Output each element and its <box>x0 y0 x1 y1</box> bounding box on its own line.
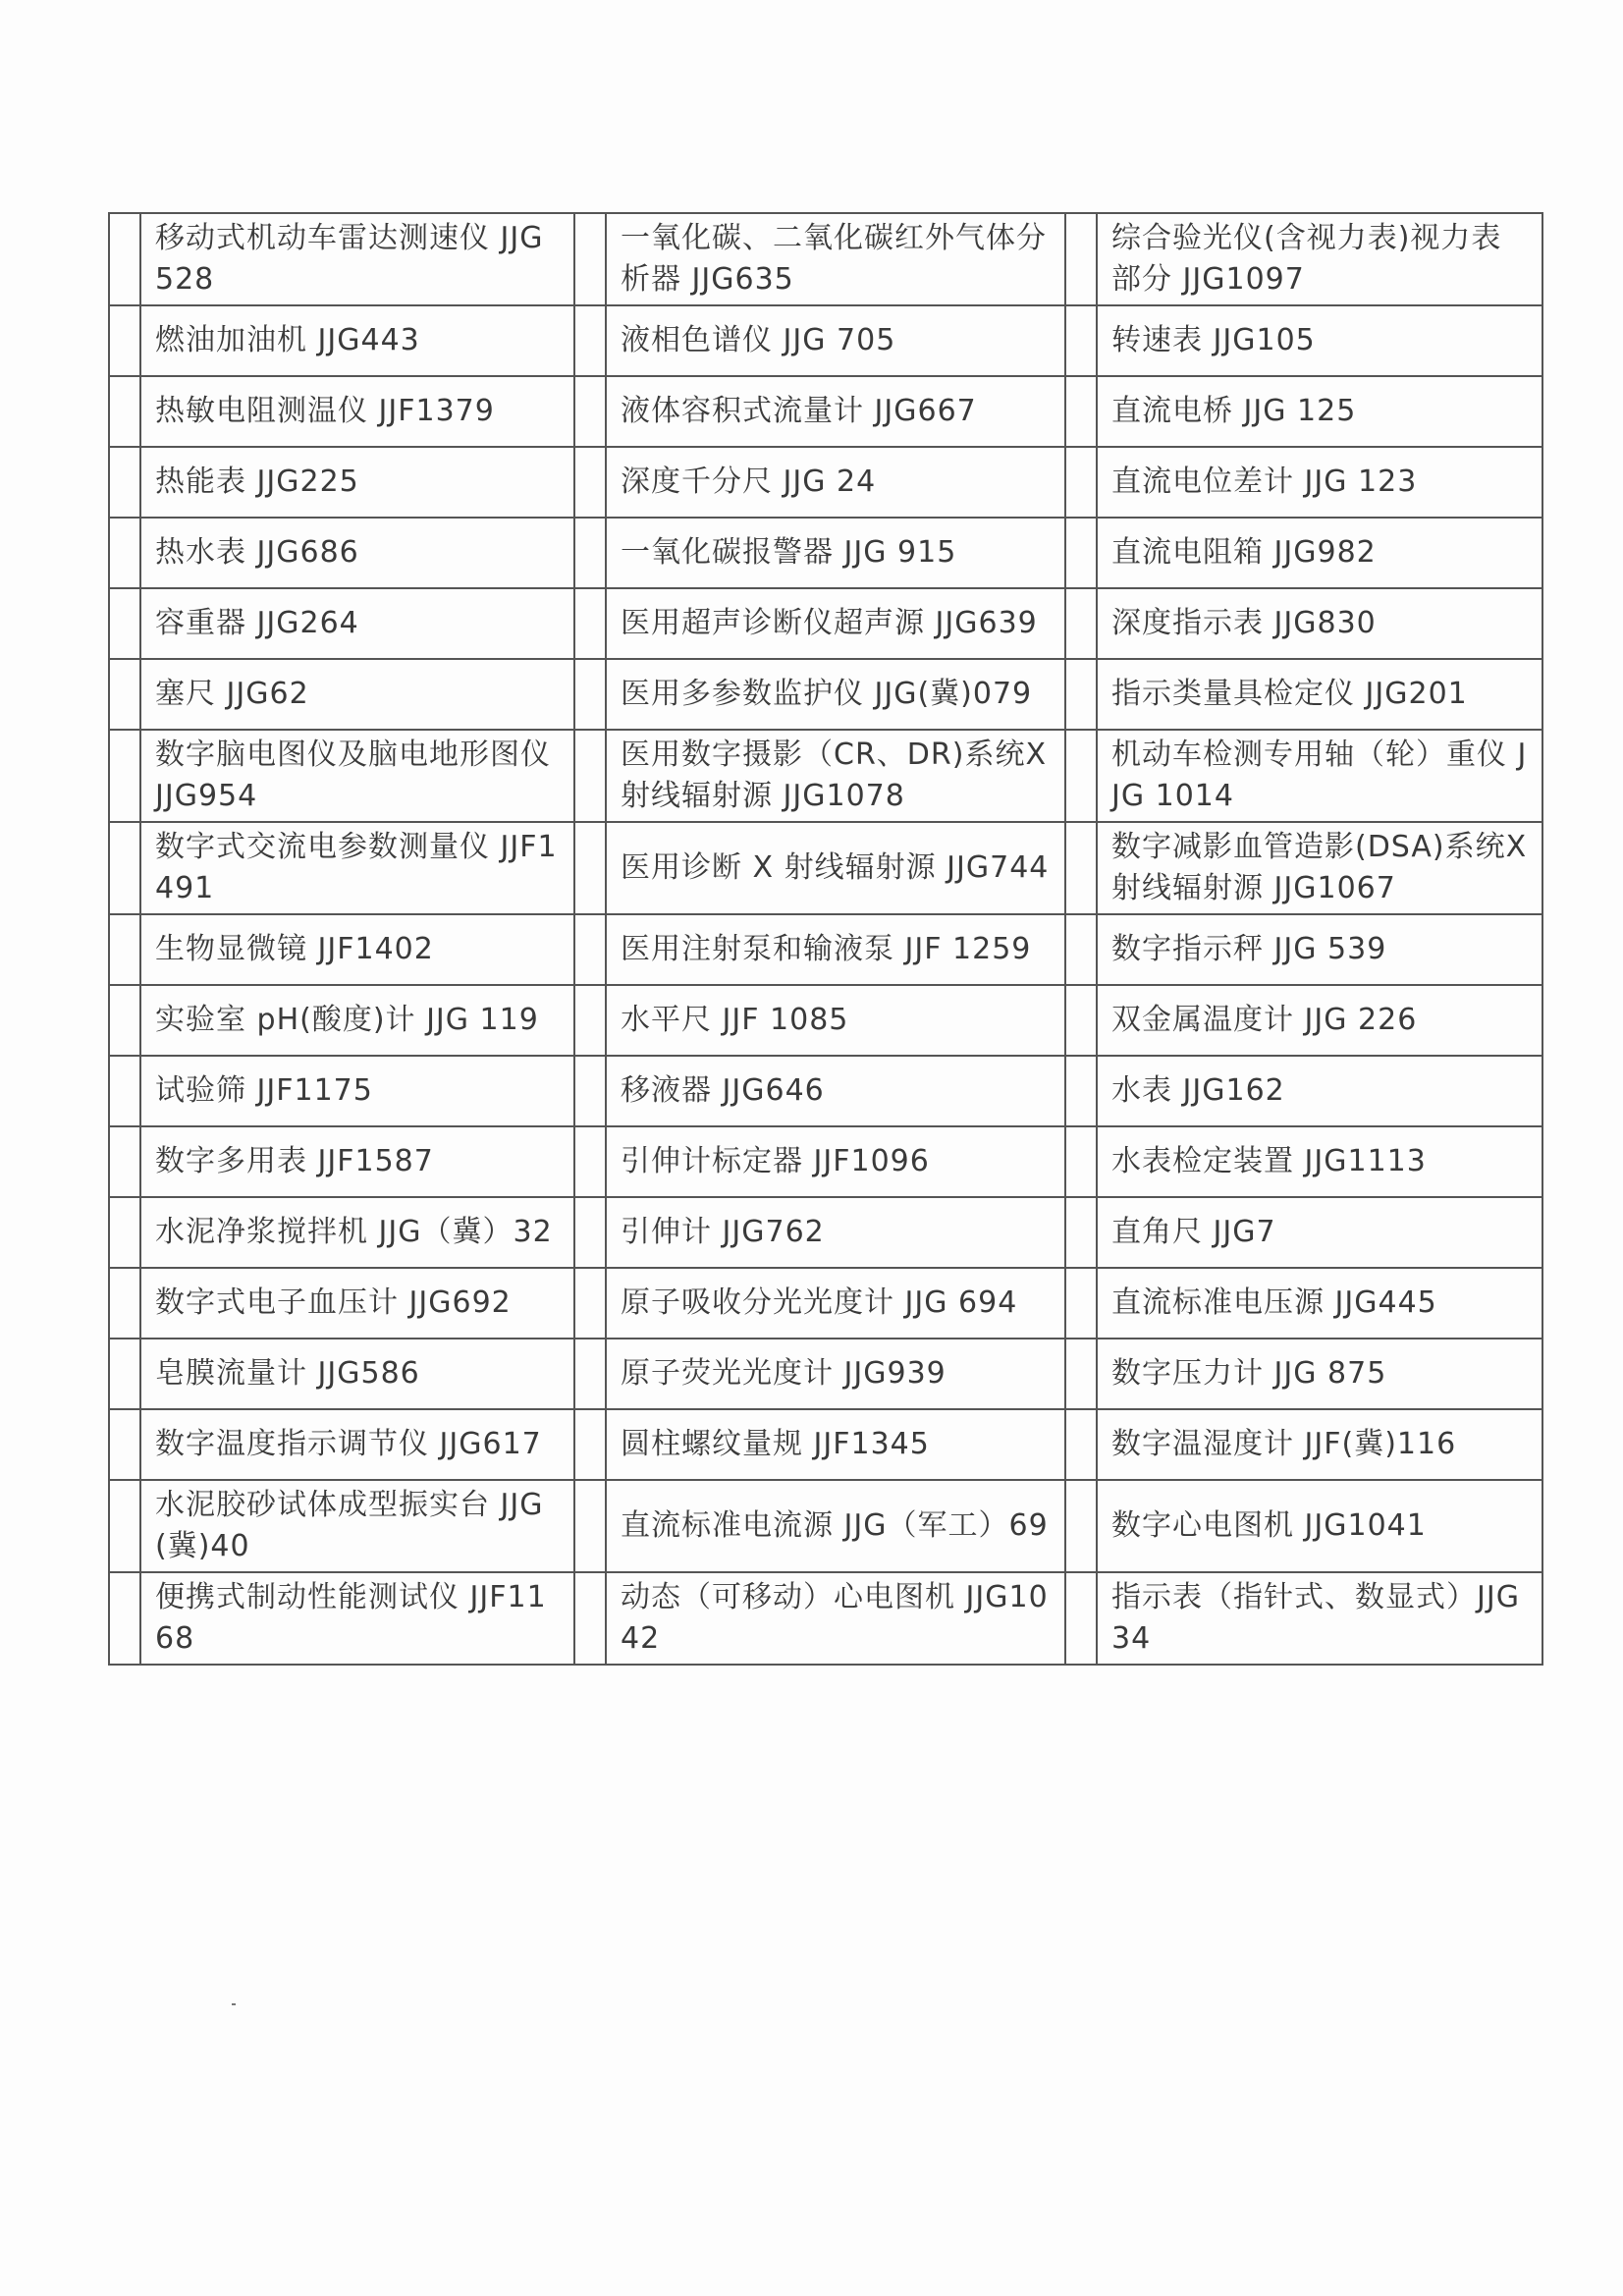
instrument-cell: 医用注射泵和输液泵 JJF 1259 <box>606 914 1065 985</box>
row-marker-cell <box>109 914 140 985</box>
table-row <box>109 822 1542 914</box>
instrument-cell: 机动车检测专用轴（轮）重仪 JJG 1014 <box>1097 730 1542 822</box>
row-marker-cell <box>574 1480 606 1572</box>
instrument-cell: 试验筛 JJF1175 <box>140 1056 574 1126</box>
row-marker-cell <box>1065 1056 1097 1126</box>
row-marker-cell <box>109 1056 140 1126</box>
instrument-cell: 原子荧光光度计 JJG939 <box>606 1339 1065 1409</box>
row-marker-cell <box>1065 822 1097 914</box>
row-marker-cell <box>109 213 140 305</box>
scan-speck <box>232 2003 236 2005</box>
table-row <box>109 730 1542 822</box>
instrument-cell: 皂膜流量计 JJG586 <box>140 1339 574 1409</box>
instrument-cell: 液体容积式流量计 JJG667 <box>606 376 1065 447</box>
table-row <box>109 985 1542 1056</box>
row-marker-cell <box>574 1197 606 1268</box>
instrument-cell: 动态（可移动）心电图机 JJG1042 <box>606 1572 1065 1665</box>
row-marker-cell <box>109 1339 140 1409</box>
instrument-cell: 深度指示表 JJG830 <box>1097 588 1542 659</box>
table-row <box>109 376 1542 447</box>
instrument-cell: 直流电位差计 JJG 123 <box>1097 447 1542 518</box>
instrument-cell: 水表检定装置 JJG1113 <box>1097 1126 1542 1197</box>
row-marker-cell <box>1065 588 1097 659</box>
instrument-cell: 热水表 JJG686 <box>140 518 574 588</box>
row-marker-cell <box>109 730 140 822</box>
instrument-cell: 原子吸收分光光度计 JJG 694 <box>606 1268 1065 1339</box>
row-marker-cell <box>109 1268 140 1339</box>
row-marker-cell <box>574 1409 606 1480</box>
table-row <box>109 1268 1542 1339</box>
row-marker-cell <box>1065 518 1097 588</box>
instrument-cell: 数字式交流电参数测量仪 JJF1491 <box>140 822 574 914</box>
instrument-cell: 燃油加油机 JJG443 <box>140 305 574 376</box>
table-row <box>109 518 1542 588</box>
table-row <box>109 1572 1542 1665</box>
row-marker-cell <box>1065 447 1097 518</box>
table-row <box>109 305 1542 376</box>
instrument-cell: 直流标准电压源 JJG445 <box>1097 1268 1542 1339</box>
instrument-cell: 移动式机动车雷达测速仪 JJG528 <box>140 213 574 305</box>
row-marker-cell <box>574 1126 606 1197</box>
instrument-cell: 一氧化碳报警器 JJG 915 <box>606 518 1065 588</box>
instrument-cell: 数字温湿度计 JJF(冀)116 <box>1097 1409 1542 1480</box>
row-marker-cell <box>109 305 140 376</box>
table-row <box>109 659 1542 730</box>
row-marker-cell <box>1065 914 1097 985</box>
row-marker-cell <box>1065 1197 1097 1268</box>
instrument-cell: 医用超声诊断仪超声源 JJG639 <box>606 588 1065 659</box>
instrument-cell: 数字指示秤 JJG 539 <box>1097 914 1542 985</box>
instrument-cell: 一氧化碳、二氧化碳红外气体分析器 JJG635 <box>606 213 1065 305</box>
row-marker-cell <box>1065 376 1097 447</box>
instrument-cell: 数字减影血管造影(DSA)系统X射线辐射源 JJG1067 <box>1097 822 1542 914</box>
instrument-cell: 数字心电图机 JJG1041 <box>1097 1480 1542 1572</box>
instrument-cell: 塞尺 JJG62 <box>140 659 574 730</box>
instrument-cell: 直角尺 JJG7 <box>1097 1197 1542 1268</box>
instrument-cell: 直流标准电流源 JJG（军工）69 <box>606 1480 1065 1572</box>
row-marker-cell <box>574 213 606 305</box>
instrument-cell: 圆柱螺纹量规 JJF1345 <box>606 1409 1065 1480</box>
instrument-cell: 直流电桥 JJG 125 <box>1097 376 1542 447</box>
instrument-cell: 实验室 pH(酸度)计 JJG 119 <box>140 985 574 1056</box>
row-marker-cell <box>109 1126 140 1197</box>
instrument-cell: 医用诊断 X 射线辐射源 JJG744 <box>606 822 1065 914</box>
instrument-cell: 指示类量具检定仪 JJG201 <box>1097 659 1542 730</box>
row-marker-cell <box>109 376 140 447</box>
row-marker-cell <box>109 659 140 730</box>
row-marker-cell <box>109 1480 140 1572</box>
row-marker-cell <box>574 1268 606 1339</box>
instrument-cell: 热能表 JJG225 <box>140 447 574 518</box>
instrument-cell: 水平尺 JJF 1085 <box>606 985 1065 1056</box>
instrument-cell: 深度千分尺 JJG 24 <box>606 447 1065 518</box>
row-marker-cell <box>574 447 606 518</box>
row-marker-cell <box>1065 1268 1097 1339</box>
row-marker-cell <box>109 518 140 588</box>
instrument-cell: 水泥净浆搅拌机 JJG（冀）32 <box>140 1197 574 1268</box>
table-row <box>109 914 1542 985</box>
row-marker-cell <box>574 518 606 588</box>
instrument-cell: 数字温度指示调节仪 JJG617 <box>140 1409 574 1480</box>
instrument-cell: 移液器 JJG646 <box>606 1056 1065 1126</box>
row-marker-cell <box>1065 985 1097 1056</box>
row-marker-cell <box>109 447 140 518</box>
instrument-cell: 医用多参数监护仪 JJG(冀)079 <box>606 659 1065 730</box>
instrument-cell: 容重器 JJG264 <box>140 588 574 659</box>
row-marker-cell <box>1065 1339 1097 1409</box>
row-marker-cell <box>574 1572 606 1665</box>
row-marker-cell <box>109 588 140 659</box>
row-marker-cell <box>574 376 606 447</box>
row-marker-cell <box>1065 213 1097 305</box>
table-body <box>109 213 1542 1665</box>
instrument-cell: 数字压力计 JJG 875 <box>1097 1339 1542 1409</box>
instrument-cell: 指示表（指针式、数显式）JJG 34 <box>1097 1572 1542 1665</box>
row-marker-cell <box>574 1339 606 1409</box>
table-row <box>109 1126 1542 1197</box>
table-row <box>109 1480 1542 1572</box>
instrument-cell: 生物显微镜 JJF1402 <box>140 914 574 985</box>
instrument-cell: 引伸计 JJG762 <box>606 1197 1065 1268</box>
row-marker-cell <box>574 305 606 376</box>
table-row <box>109 447 1542 518</box>
table-row <box>109 588 1542 659</box>
row-marker-cell <box>1065 305 1097 376</box>
instrument-cell: 水泥胶砂试体成型振实台 JJG(冀)40 <box>140 1480 574 1572</box>
row-marker-cell <box>109 1409 140 1480</box>
row-marker-cell <box>1065 1480 1097 1572</box>
row-marker-cell <box>574 822 606 914</box>
table-row <box>109 1197 1542 1268</box>
instrument-cell: 数字多用表 JJF1587 <box>140 1126 574 1197</box>
row-marker-cell <box>109 822 140 914</box>
row-marker-cell <box>109 1197 140 1268</box>
table-row <box>109 1409 1542 1480</box>
instrument-cell: 直流电阻箱 JJG982 <box>1097 518 1542 588</box>
instrument-cell: 热敏电阻测温仪 JJF1379 <box>140 376 574 447</box>
calibration-standards-table <box>108 212 1543 1666</box>
instrument-cell: 数字式电子血压计 JJG692 <box>140 1268 574 1339</box>
instrument-cell: 双金属温度计 JJG 226 <box>1097 985 1542 1056</box>
instrument-cell: 转速表 JJG105 <box>1097 305 1542 376</box>
instrument-cell: 便携式制动性能测试仪 JJF1168 <box>140 1572 574 1665</box>
row-marker-cell <box>574 588 606 659</box>
instrument-cell: 医用数字摄影（CR、DR)系统X射线辐射源 JJG1078 <box>606 730 1065 822</box>
row-marker-cell <box>574 985 606 1056</box>
row-marker-cell <box>109 1572 140 1665</box>
table-row <box>109 1056 1542 1126</box>
instrument-cell: 液相色谱仪 JJG 705 <box>606 305 1065 376</box>
instrument-cell: 水表 JJG162 <box>1097 1056 1542 1126</box>
row-marker-cell <box>109 985 140 1056</box>
row-marker-cell <box>574 1056 606 1126</box>
instrument-cell: 引伸计标定器 JJF1096 <box>606 1126 1065 1197</box>
row-marker-cell <box>574 730 606 822</box>
row-marker-cell <box>1065 730 1097 822</box>
row-marker-cell <box>1065 1409 1097 1480</box>
row-marker-cell <box>1065 1572 1097 1665</box>
row-marker-cell <box>1065 1126 1097 1197</box>
row-marker-cell <box>574 659 606 730</box>
table-row <box>109 213 1542 305</box>
table-row <box>109 1339 1542 1409</box>
instrument-cell: 综合验光仪(含视力表)视力表部分 JJG1097 <box>1097 213 1542 305</box>
row-marker-cell <box>574 914 606 985</box>
instrument-cell: 数字脑电图仪及脑电地形图仪 JJG954 <box>140 730 574 822</box>
row-marker-cell <box>1065 659 1097 730</box>
